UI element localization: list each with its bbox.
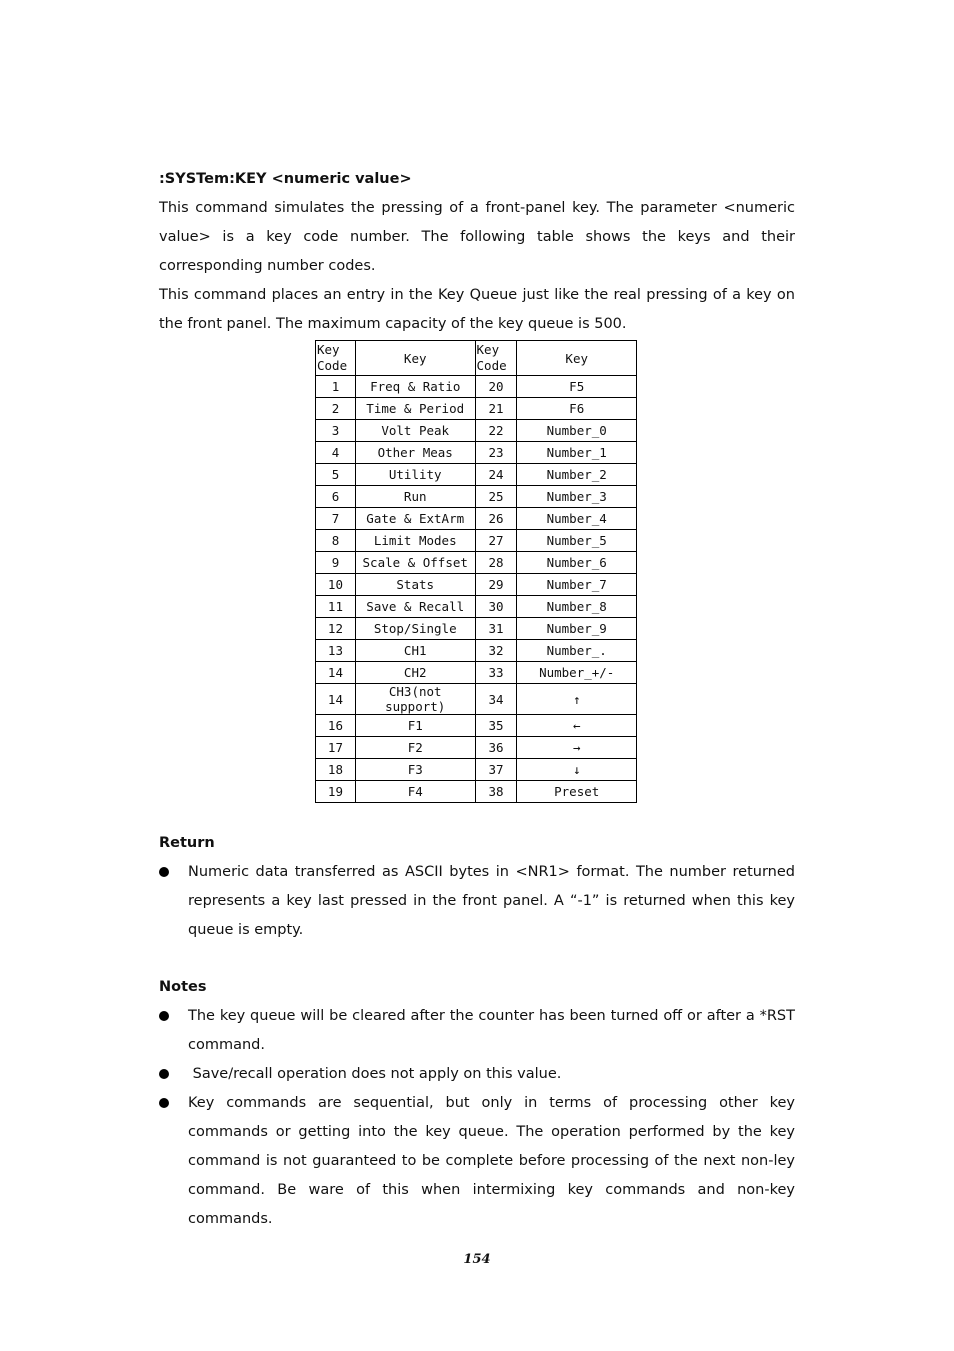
key-code-cell: 31 [475, 618, 517, 640]
return-bullet-text: Numeric data transferred as ASCII bytes in <NR1> format. The number returned represents a key last pressed in the front panel. A “-1” is returned when this key queue is empty. [188, 864, 795, 938]
table-row [316, 376, 637, 398]
key-name-cell: Run [355, 486, 475, 508]
notes-bullet-2 [159, 1060, 795, 1089]
key-name-cell: F2 [355, 737, 475, 759]
table-row [316, 759, 637, 781]
key-name-cell: Scale & Offset [355, 552, 475, 574]
table-row [316, 781, 637, 803]
notes-bullet-text: The key queue will be cleared after the counter has been turned off or after a *RST command. [188, 1008, 795, 1053]
key-code-cell: 19 [316, 781, 356, 803]
key-name-cell: Utility [355, 464, 475, 486]
key-name-cell: Stop/Single [355, 618, 475, 640]
header-key-code: Key Code [316, 341, 356, 376]
key-code-cell: 13 [316, 640, 356, 662]
notes-bullet-text: Key commands are sequential, but only in terms of processing other key commands or getting into the key queue. The operation performed by the key command is not guaranteed to be complete before processing of the next non-ley command. Be ware of this when intermixing key commands and non-key commands. [188, 1095, 795, 1227]
key-code-cell: 25 [475, 486, 517, 508]
key-name-cell: Freq & Ratio [355, 376, 475, 398]
key-name-cell: Number_4 [517, 508, 637, 530]
key-code-cell: 23 [475, 442, 517, 464]
key-code-cell: 2 [316, 398, 356, 420]
key-code-cell: 30 [475, 596, 517, 618]
key-code-cell: 36 [475, 737, 517, 759]
key-code-cell: 18 [316, 759, 356, 781]
table-row [316, 420, 637, 442]
key-code-cell: 17 [316, 737, 356, 759]
key-name-cell: Number_+/- [517, 662, 637, 684]
key-name-cell: Gate & ExtArm [355, 508, 475, 530]
key-name-cell: F6 [517, 398, 637, 420]
key-code-cell: 3 [316, 420, 356, 442]
key-code-cell: 28 [475, 552, 517, 574]
table-row [316, 486, 637, 508]
key-name-cell: ↓ [517, 759, 637, 781]
table-row [316, 684, 637, 715]
key-code-cell: 14 [316, 662, 356, 684]
bullet-dot [159, 867, 169, 877]
key-name-cell: Other Meas [355, 442, 475, 464]
key-code-cell: 8 [316, 530, 356, 552]
key-code-cell: 21 [475, 398, 517, 420]
key-code-cell: 24 [475, 464, 517, 486]
return-bullet [159, 858, 795, 945]
key-name-cell: CH3(not support) [355, 684, 475, 715]
key-code-cell: 10 [316, 574, 356, 596]
table-row [316, 640, 637, 662]
header-key: Key [355, 341, 475, 376]
table-row [316, 552, 637, 574]
table-row [316, 596, 637, 618]
key-code-cell: 38 [475, 781, 517, 803]
key-name-cell: → [517, 737, 637, 759]
table-header-row [316, 341, 637, 376]
table-row [316, 662, 637, 684]
page-number: 154 [463, 1252, 491, 1267]
table-body [316, 376, 637, 803]
key-name-cell: Number_5 [517, 530, 637, 552]
key-code-cell: 4 [316, 442, 356, 464]
key-code-cell: 35 [475, 715, 517, 737]
header-key-code-2: Key Code [475, 341, 517, 376]
key-code-cell: 14 [316, 684, 356, 715]
key-code-cell: 29 [475, 574, 517, 596]
key-name-cell: Preset [517, 781, 637, 803]
key-code-cell: 27 [475, 530, 517, 552]
key-name-cell: ↑ [517, 684, 637, 715]
table-row [316, 618, 637, 640]
key-code-cell: 1 [316, 376, 356, 398]
command-heading: :SYSTem:KEY <numeric value> [159, 171, 412, 187]
key-name-cell: Number_0 [517, 420, 637, 442]
key-name-cell: Save & Recall [355, 596, 475, 618]
table-row [316, 574, 637, 596]
intro-paragraph-2: This command places an entry in the Key Queue just like the real pressing of a key on the front panel. The maximum capacity of the key queue is 500. [159, 287, 795, 332]
table-row [316, 508, 637, 530]
bullet-dot [159, 1069, 169, 1079]
key-code-cell: 37 [475, 759, 517, 781]
intro-paragraph-1: This command simulates the pressing of a front-panel key. The parameter <numeric value> is a key code number. The following table shows the keys and their corresponding number codes. [159, 200, 795, 274]
key-name-cell: Number_9 [517, 618, 637, 640]
bullet-dot [159, 1011, 169, 1021]
key-code-cell: 34 [475, 684, 517, 715]
key-name-cell: Number_. [517, 640, 637, 662]
key-code-cell: 16 [316, 715, 356, 737]
return-heading: Return [159, 835, 215, 851]
key-name-cell: ← [517, 715, 637, 737]
notes-bullet-3 [159, 1089, 795, 1234]
table-row [316, 442, 637, 464]
key-code-cell: 9 [316, 552, 356, 574]
table-row [316, 464, 637, 486]
table-row [316, 530, 637, 552]
key-name-cell: CH1 [355, 640, 475, 662]
key-name-cell: Stats [355, 574, 475, 596]
notes-heading: Notes [159, 979, 207, 995]
key-name-cell: F3 [355, 759, 475, 781]
key-name-cell: Time & Period [355, 398, 475, 420]
key-code-cell: 26 [475, 508, 517, 530]
key-name-cell: Number_8 [517, 596, 637, 618]
key-name-cell: Number_6 [517, 552, 637, 574]
header-key-2: Key [517, 341, 637, 376]
table-row [316, 737, 637, 759]
key-name-cell: F4 [355, 781, 475, 803]
key-code-cell: 5 [316, 464, 356, 486]
key-name-cell: F1 [355, 715, 475, 737]
bullet-dot [159, 1098, 169, 1108]
notes-bullet-text: Save/recall operation does not apply on this value. [188, 1066, 562, 1082]
table-row [316, 715, 637, 737]
notes-bullet-1 [159, 1002, 795, 1060]
key-code-cell: 11 [316, 596, 356, 618]
key-code-cell: 33 [475, 662, 517, 684]
key-code-cell: 20 [475, 376, 517, 398]
key-name-cell: CH2 [355, 662, 475, 684]
key-name-cell: Number_3 [517, 486, 637, 508]
key-code-cell: 12 [316, 618, 356, 640]
key-name-cell: Limit Modes [355, 530, 475, 552]
key-name-cell: Volt Peak [355, 420, 475, 442]
table-row [316, 398, 637, 420]
key-name-cell: F5 [517, 376, 637, 398]
key-code-cell: 32 [475, 640, 517, 662]
key-code-cell: 7 [316, 508, 356, 530]
key-name-cell: Number_1 [517, 442, 637, 464]
key-name-cell: Number_7 [517, 574, 637, 596]
key-code-cell: 22 [475, 420, 517, 442]
key-code-table [315, 340, 637, 803]
key-name-cell: Number_2 [517, 464, 637, 486]
key-code-cell: 6 [316, 486, 356, 508]
